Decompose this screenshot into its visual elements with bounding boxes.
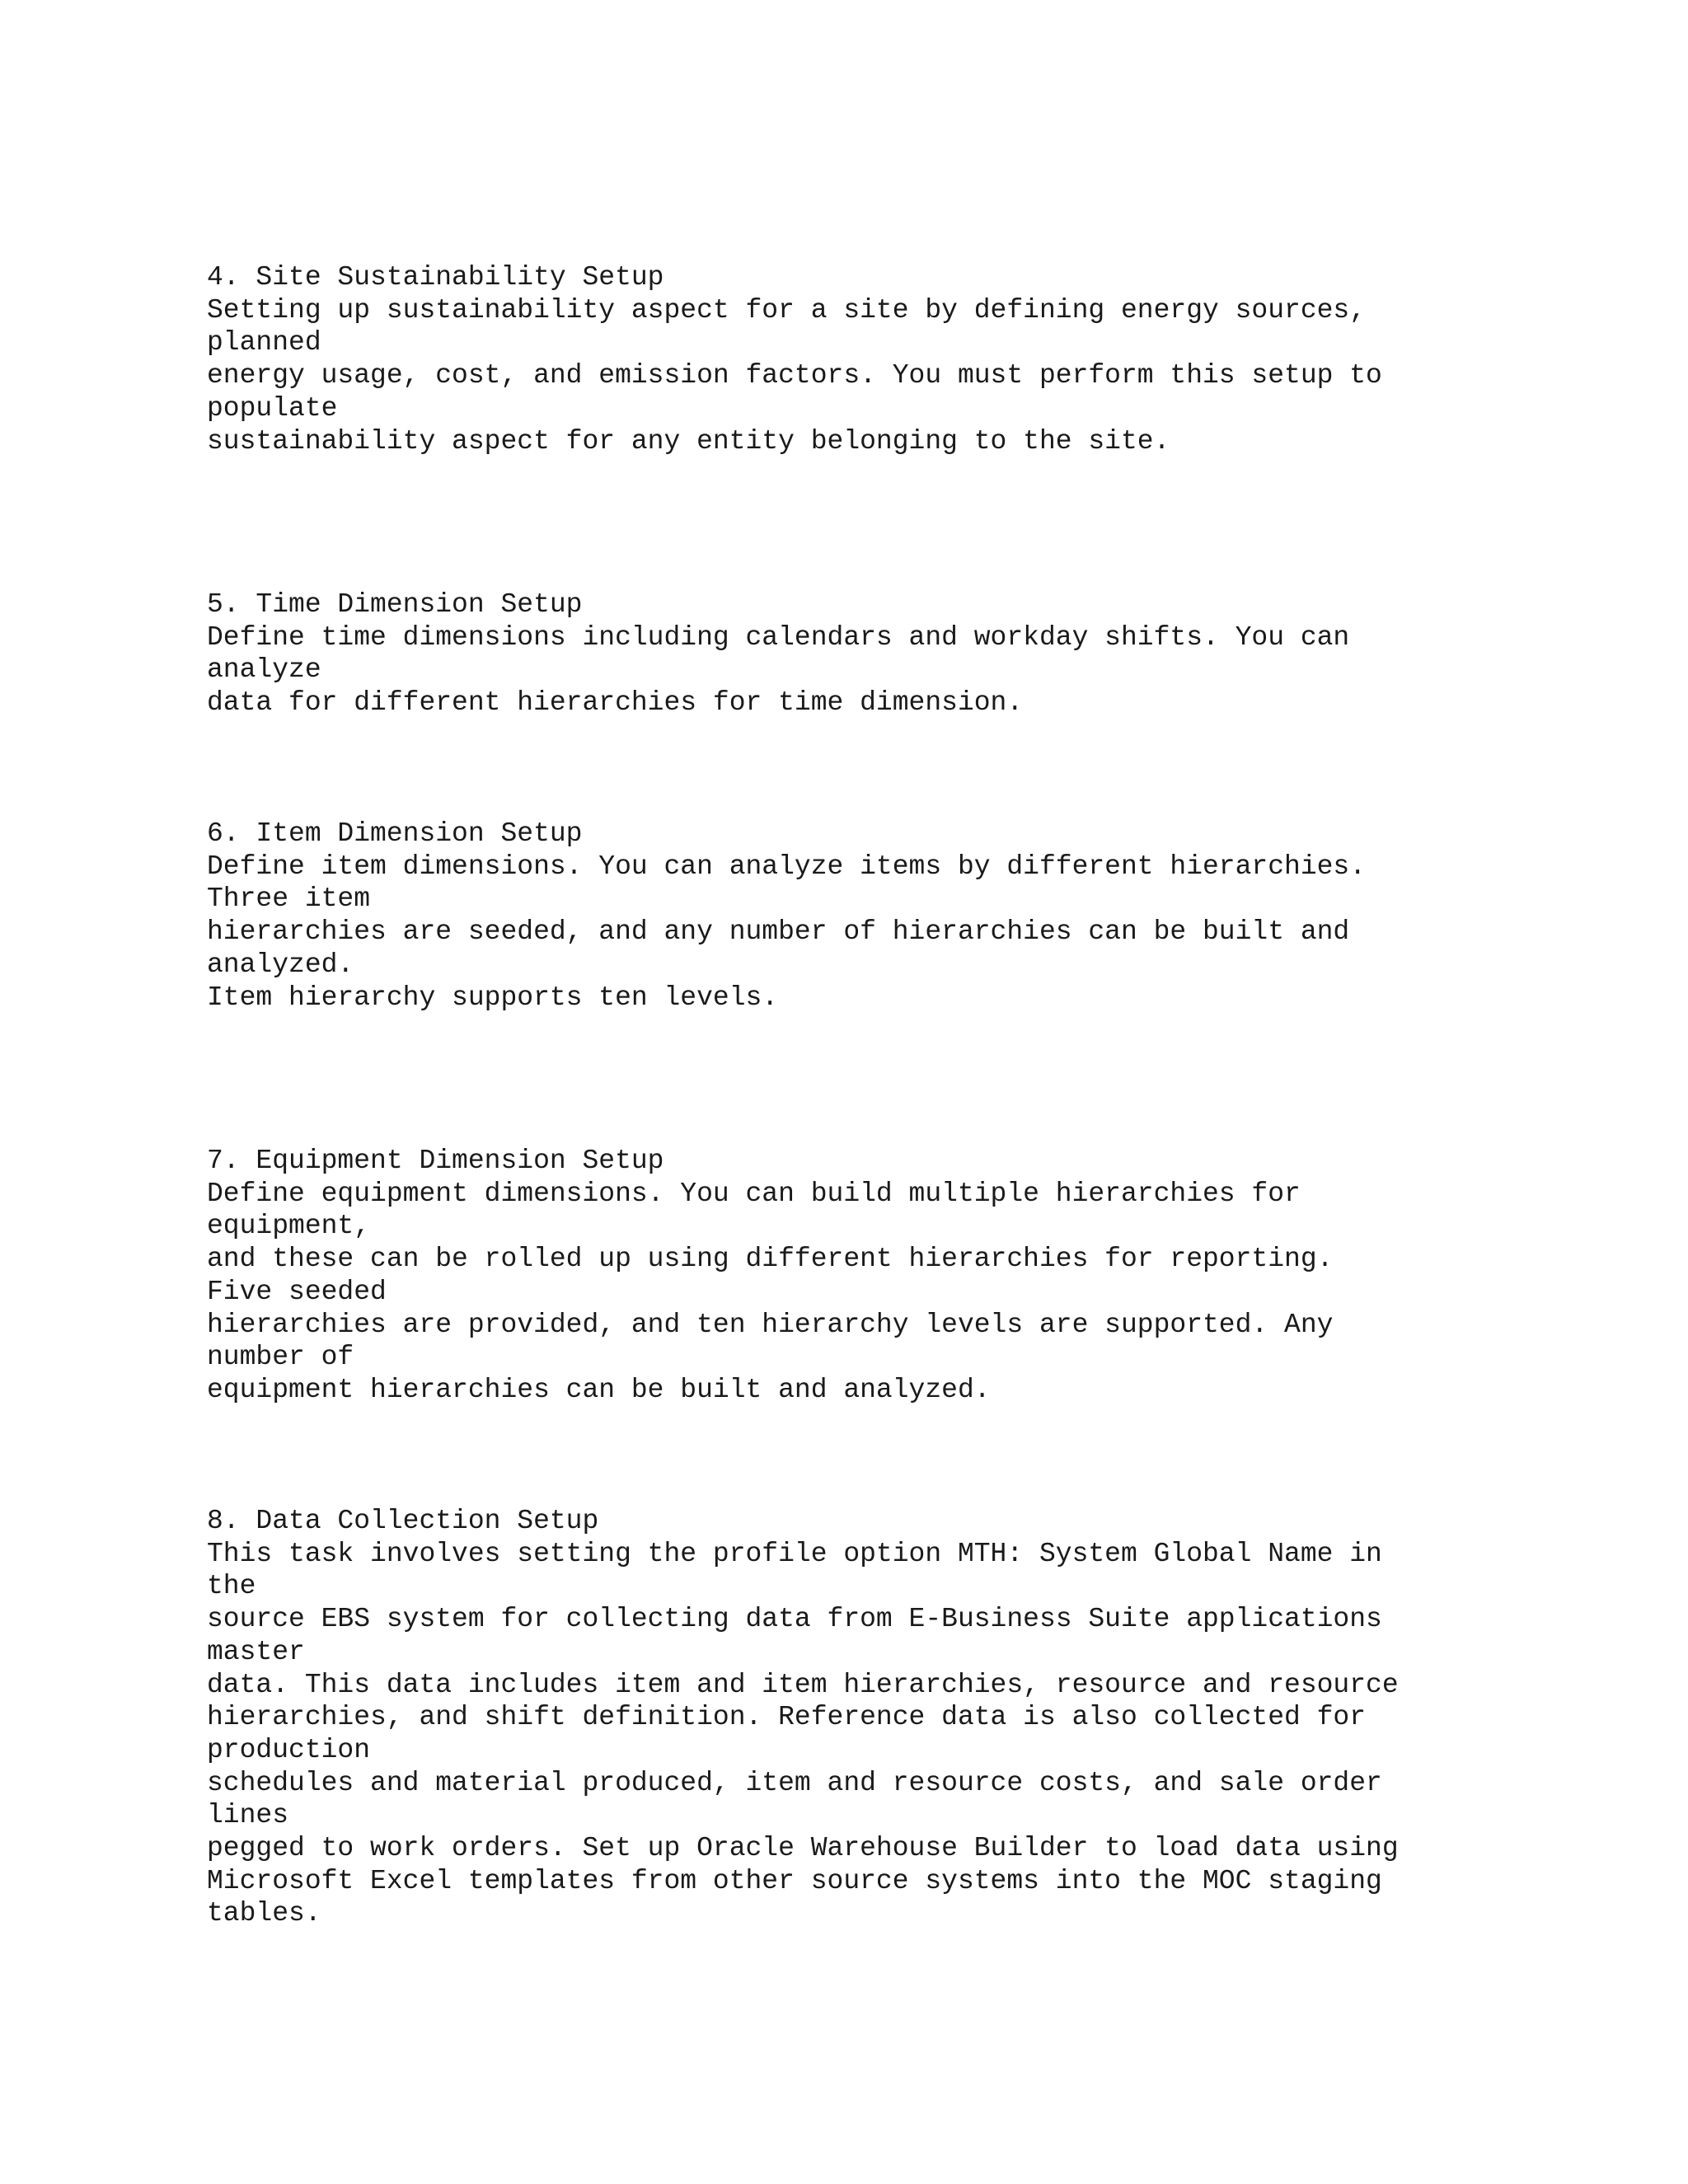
- body-line: data. This data includes item and item hierarchies, resource and resource: [207, 1669, 1399, 1700]
- section-equipment-dimension-setup: [207, 1145, 1658, 1407]
- section-heading: 6. Item Dimension Setup: [207, 818, 583, 849]
- body-line: tables.: [207, 1898, 321, 1929]
- body-line: equipment,: [207, 1211, 371, 1242]
- body-line: populate: [207, 392, 338, 424]
- body-line: Microsoft Excel templates from other source systems into the MOC staging: [207, 1865, 1382, 1896]
- body-line: data for different hierarchies for time dimension.: [207, 687, 1024, 719]
- body-line: master: [207, 1636, 305, 1667]
- section-item-dimension-setup: [207, 818, 1658, 1014]
- body-line: analyze: [207, 654, 321, 686]
- body-line: pegged to work orders. Set up Oracle Warehouse Builder to load data using: [207, 1833, 1399, 1864]
- body-line: planned: [207, 327, 321, 359]
- body-line: Setting up sustainability aspect for a site by defining energy sources,: [207, 294, 1367, 326]
- body-line: hierarchies are provided, and ten hierarchy levels are supported. Any: [207, 1309, 1334, 1340]
- body-line: production: [207, 1734, 371, 1765]
- body-line: sustainability aspect for any entity belonging to the site.: [207, 425, 1170, 457]
- section-site-sustainability-setup: [207, 261, 1658, 457]
- body-line: analyzed.: [207, 949, 354, 980]
- body-line: hierarchies, and shift definition. Reference data is also collected for: [207, 1702, 1367, 1733]
- section-heading: 8. Data Collection Setup: [207, 1506, 599, 1536]
- section-time-dimension-setup: [207, 588, 1658, 719]
- body-line: lines: [207, 1800, 289, 1831]
- body-line: Define equipment dimensions. You can build multiple hierarchies for: [207, 1178, 1301, 1209]
- section-heading: 7. Equipment Dimension Setup: [207, 1146, 664, 1176]
- body-line: Define time dimensions including calendars and workday shifts. You can: [207, 621, 1350, 653]
- body-line: Three item: [207, 883, 371, 915]
- body-line: equipment hierarchies can be built and analyzed.: [207, 1374, 991, 1405]
- body-line: the: [207, 1571, 256, 1602]
- body-line: Five seeded: [207, 1276, 387, 1307]
- body-line: hierarchies are seeded, and any number of hierarchies can be built and: [207, 916, 1350, 948]
- section-heading: 4. Site Sustainability Setup: [207, 262, 664, 293]
- section-heading: 5. Time Dimension Setup: [207, 589, 583, 620]
- body-line: source EBS system for collecting data from E-Business Suite applications: [207, 1604, 1382, 1635]
- body-line: schedules and material produced, item and resource costs, and sale order: [207, 1767, 1382, 1798]
- body-line: and these can be rolled up using different hierarchies for reporting.: [207, 1244, 1334, 1275]
- section-data-collection-setup: [207, 1505, 1658, 1930]
- body-line: Define item dimensions. You can analyze items by different hierarchies.: [207, 851, 1367, 882]
- body-line: Item hierarchy supports ten levels.: [207, 982, 779, 1013]
- body-line: number of: [207, 1342, 354, 1373]
- body-line: energy usage, cost, and emission factors. You must perform this setup to: [207, 360, 1382, 391]
- body-line: This task involves setting the profile option MTH: System Global Name in: [207, 1538, 1382, 1569]
